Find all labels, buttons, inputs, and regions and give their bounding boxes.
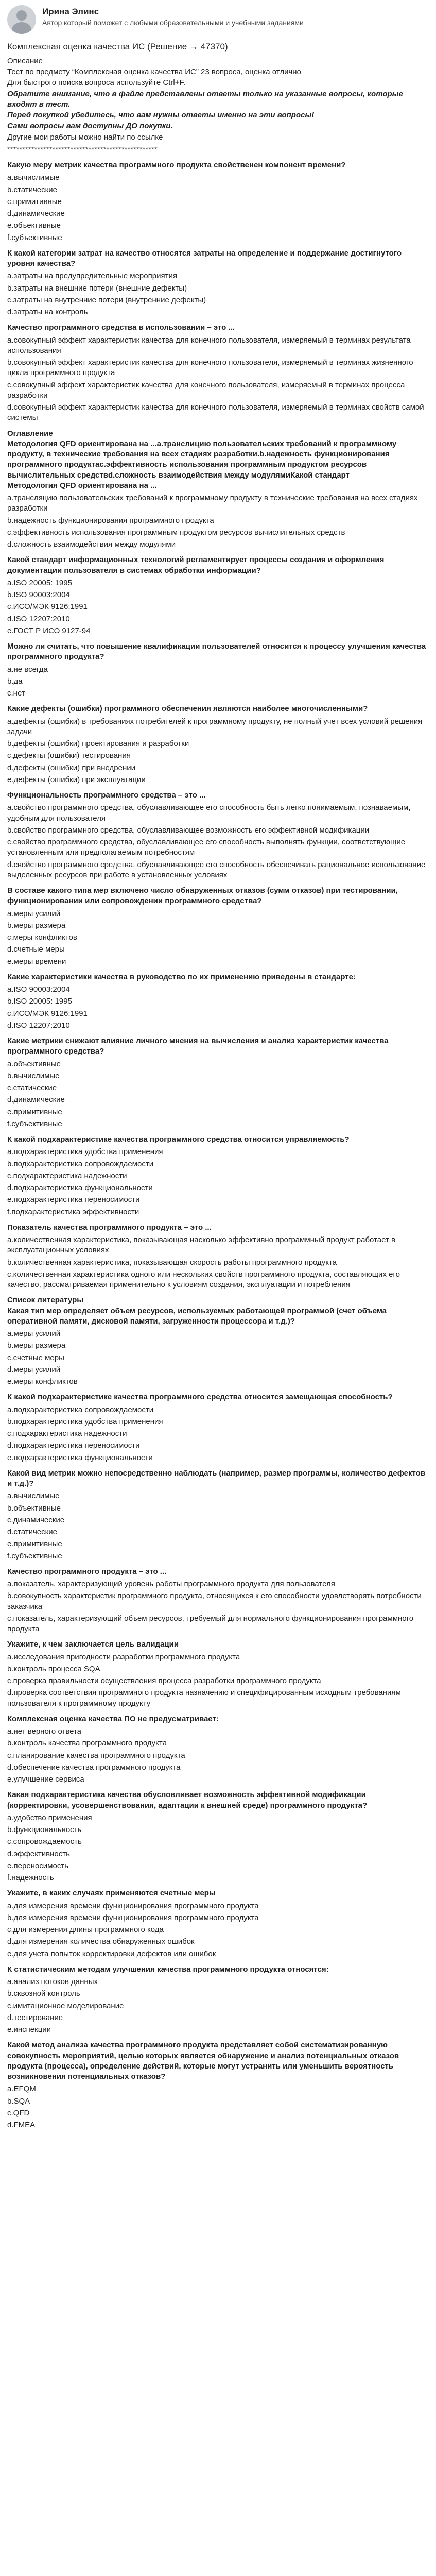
answer-option: c.для измерения длины программного кода (7, 1925, 164, 1935)
answer-option: b.подхарактеристика удобства применения (7, 1417, 163, 1426)
question-text: Какая подхарактеристика качества обусловливает возможность эффективной модификации (корректировки, усовершенствования, адаптации к внешней среде) программного продукта? (7, 1790, 368, 1810)
question-text: К какой подхарактеристике качества программного средства относится управляемость? (7, 1135, 350, 1144)
answer-option: b.ISO 20005: 1995 (7, 997, 72, 1006)
answer-option: a.удобство применения (7, 1813, 92, 1822)
answer-option: e.подхарактеристика функциональности (7, 1453, 153, 1462)
question-block (7, 1639, 429, 1709)
question-block (7, 886, 429, 967)
question-text: К какой подхарактеристике качества программного средства относится замещающая способность? (7, 1393, 393, 1402)
author-header (7, 5, 429, 38)
answer-option: a.подхарактеристика сопровождаемости (7, 1405, 154, 1414)
answer-option: b.функциональность (7, 1825, 82, 1835)
page-title: Комплексная оценка качества ИС (Решение → 47370) (7, 42, 228, 52)
question-block (7, 248, 429, 318)
question-block (7, 1790, 429, 1883)
answer-option: a.дефекты (ошибки) в требованиях потребителей к программному продукту, не полный учет всех условий решения задачи (7, 717, 423, 736)
warning-text: Обратите внимание, что в файле представлены ответы только на указанные вопросы, которые входят в тест. (7, 89, 403, 109)
question-text: Какие дефекты (ошибки) программного обеспечения являются наиболее многочисленными? (7, 704, 368, 714)
answer-option: d.счетные меры (7, 945, 65, 954)
answer-option: e.переносимость (7, 1861, 69, 1870)
answer-option: a.меры усилий (7, 1329, 61, 1338)
answer-option: a.нет верного ответа (7, 1727, 82, 1736)
question-text: Оглавление Методология QFD ориентирована на ...a.транслицию пользовательских требований к программному продукту, в технические требования на всех стадиях разработки.b.надежность функционирования программного продуктаc.эффективность использования программным продуктом ресурсов вычислительных средствd.сложность взаимодействия между модулямиКакой стандарт Методология QFD ориентирована на ... (7, 429, 397, 490)
answer-option: c.совокупный эффект характеристик качества для конечного пользователя, измеряемый в терминах процесса разработки (7, 380, 405, 400)
avatar[interactable] (7, 5, 36, 34)
answer-option: e.меры времени (7, 957, 66, 966)
question-text: Качество программного продукта – это ... (7, 1567, 167, 1576)
question-block (7, 1134, 429, 1217)
answer-option: a.исследования пригодности разработки программного продукта (7, 1652, 240, 1662)
question-block (7, 160, 429, 243)
answer-option: a.меры усилий (7, 909, 61, 918)
question-text: Можно ли считать, что повышение квалификации пользователей относится к процессу улучшения качества программного продукта? (7, 642, 426, 662)
answer-option: d.совокупный эффект характеристик качества для конечного пользователя, измеряемый в терминах свойств самой системы (7, 403, 424, 422)
answer-option: d.сложность взаимодействия между модулями (7, 540, 176, 549)
question-block (7, 790, 429, 880)
question-block (7, 1036, 429, 1129)
question-block (7, 704, 429, 785)
description-label: Описание (7, 56, 43, 65)
search-hint: Для быстрого поиска вопроса используйте Ctrl+F. (7, 78, 186, 88)
answer-option: d.подхарактеристика переносимости (7, 1441, 140, 1450)
question-text: Укажите, к чем заключается цель валидации (7, 1640, 179, 1649)
question-block (7, 972, 429, 1031)
answer-option: b.вычислимые (7, 1071, 60, 1080)
test-description: Тест по предмету “Комплексная оценка качества ИС” 23 вопроса, оценка отлично (7, 67, 301, 77)
answer-option: b.да (7, 676, 23, 686)
answer-option: d.обеспечение качества программного продукта (7, 1762, 181, 1772)
question-text: К какой категории затрат на качество относятся затраты на определение и поддержание достигнутого уровня качества? (7, 248, 402, 268)
question-block (7, 555, 429, 636)
answer-option: f.субъективные (7, 1551, 62, 1561)
question-text: Какой стандарт информационных технологий регламентирует процессы создания и оформления документации пользователя в системах обработки информации? (7, 555, 385, 575)
question-block (7, 1223, 429, 1291)
answer-option: d.дефекты (ошибки) при внедрении (7, 763, 136, 772)
answer-option: d.эффективность (7, 1849, 70, 1858)
answer-option: d.динамические (7, 209, 65, 218)
answer-option: a.EFQM (7, 2084, 36, 2094)
answer-option: c.проверка правильности осуществления процесса разработки программного продукта (7, 1676, 321, 1686)
author-name[interactable]: Ирина Элинс (42, 7, 99, 16)
answer-option: b.затраты на внешние потери (внешние дефекты) (7, 283, 187, 293)
question-text: Список литературы Какая тип мер определяет объем ресурсов, используемых работающей программой (счет объема оперативной памяти, дисковой памяти, загруженности процессора и т.д.)? (7, 1296, 387, 1326)
answer-option: d.подхарактеристика функциональности (7, 1183, 153, 1193)
question-text: Какой вид метрик можно непосредственно наблюдать (например, размер программы, количество дефектов и т.д.)? (7, 1468, 426, 1488)
question-text: Какие характеристики качества в руководство по их применению приведены в стандарте: (7, 972, 356, 981)
answer-option: c.динамические (7, 1515, 65, 1524)
answer-option: a.объективные (7, 1059, 61, 1069)
answer-option: e.инспекции (7, 2025, 51, 2035)
question-block (7, 323, 429, 423)
answer-option: b.количественная характеристика, показывающая скорость работы программного продукта (7, 1258, 337, 1267)
question-block (7, 1392, 429, 1463)
question-text: Функциональность программного средства – это ... (7, 791, 206, 800)
answer-option: c.имитационное моделирование (7, 2001, 124, 2010)
answer-option: b.контроль качества программного продукта (7, 1739, 167, 1748)
answer-option: a.вычислимые (7, 1492, 60, 1501)
question-text: Качество программного средства в использовании – это ... (7, 323, 235, 332)
answer-option: e.объективные (7, 221, 61, 230)
question-text: Какие метрики снижают влияние личного мнения на вычисления и анализ характеристик качества программного средства? (7, 1037, 389, 1056)
answer-option: c.показатель, характеризующий объем ресурсов, требуемый для нормального функционирования программного продукта (7, 1614, 414, 1634)
answer-option: a.подхарактеристика удобства применения (7, 1147, 163, 1157)
answer-option: c.ИСО/МЭК 9126:1991 (7, 1009, 88, 1018)
question-text: Укажите, в каких случаях применяются счетные меры (7, 1889, 216, 1898)
answer-option: c.примитивные (7, 197, 62, 206)
answer-option: a.свойство программного средства, обуславливающее его способность быть легко понимаемым, познаваемым, удобным для пользователя (7, 803, 411, 823)
answer-option: d.статические (7, 1528, 57, 1537)
answer-option: b.объективные (7, 1503, 61, 1513)
answer-option: b.статические (7, 185, 57, 194)
question-text: В составе какого типа мер включено число обнаруженных отказов (сумм отказов) при тестировании, функционировании или сопровождении программного средства? (7, 886, 398, 906)
question-text: Какой метод анализа качества программного продукта представляет собой систематизированную совокупность мероприятий, целью которых является обнаружение и анализ потенциальных отказов продукта (процесса), определение действий, которые могут устранить или уменьшить вероятность возникновения потенциальных отказов? (7, 2041, 399, 2081)
question-list (7, 160, 429, 2130)
answer-option: a.для измерения времени функционирования программного продукта (7, 1901, 259, 1910)
answer-option: e.для учета попыток корректировки дефектов или ошибок (7, 1949, 216, 1958)
answer-option: b.контроль процесса SQA (7, 1664, 100, 1673)
answer-option: d.ISO 12207:2010 (7, 1021, 70, 1030)
author-info (42, 5, 304, 28)
answer-option: b.меры размера (7, 1341, 66, 1350)
answer-option: a.совокупный эффект характеристик качества для конечного пользователя, измеряемый в терминах результата использования (7, 335, 411, 355)
warning-text: Перед покупкой убедитесь, что вам нужны ответы именно на эти вопросы! (7, 111, 315, 120)
question-block (7, 1468, 429, 1562)
answer-option: d.тестирование (7, 2013, 63, 2022)
answer-option: f.субъективные (7, 233, 62, 242)
answer-option: a.ISO 90003:2004 (7, 985, 70, 994)
answer-option: d.свойство программного средства, обуславливающее его способность обеспечивать рациональное использование выделенных ресурсов при работе в установленных условиях (7, 860, 426, 879)
answer-option: a.количественная характеристика, показывающая насколько эффективно программный продукт работает в эксплуатационных условиях (7, 1235, 395, 1255)
answer-option: c.затраты на внутренние потери (внутренние дефекты) (7, 295, 206, 304)
author-description: Автор который поможет с любыми образовательными и учебными заданиями (42, 18, 304, 27)
question-block (7, 2040, 429, 2130)
question-text: Показатель качества программного продукта – это ... (7, 1223, 212, 1232)
question-block (7, 1295, 429, 1387)
warning-text: Сами вопросы вам доступны ДО покупки. (7, 122, 173, 131)
answer-option: c.сопровождаемость (7, 1837, 82, 1846)
answer-option: c.меры конфликтов (7, 933, 77, 942)
answer-option: b.свойство программного средства, обуславливающее возможность его эффективной модификации (7, 825, 370, 835)
answer-option: f.надежность (7, 1873, 54, 1883)
answer-option: b.дефекты (ошибки) проектирования и разработки (7, 739, 189, 749)
answer-option: d.затраты на контроль (7, 308, 88, 317)
answer-option: a.ISO 20005: 1995 (7, 578, 72, 587)
answer-option: b.меры размера (7, 921, 66, 930)
answer-option: e.улучшение сервиса (7, 1775, 84, 1784)
answer-option: c.ИСО/МЭК 9126:1991 (7, 602, 88, 612)
answer-option: c.QFD (7, 2108, 30, 2117)
answer-option: e.дефекты (ошибки) при эксплуатации (7, 775, 146, 784)
answer-option: d.ISO 12207:2010 (7, 614, 70, 623)
answer-option: e.подхарактеристика переносимости (7, 1195, 140, 1205)
question-text: К статистическим методам улучшения качества программного продукта относятся: (7, 1964, 329, 1974)
answer-option: a.вычислимые (7, 173, 60, 182)
answer-option: d.динамические (7, 1095, 65, 1105)
answer-option: e.меры конфликтов (7, 1377, 78, 1386)
answer-option: d.меры усилий (7, 1365, 61, 1374)
answer-option: c.счетные меры (7, 1353, 64, 1362)
question-block (7, 641, 429, 699)
answer-option: f.подхарактеристика эффективности (7, 1207, 139, 1216)
answer-option: c.планирование качества программного продукта (7, 1751, 185, 1760)
answer-option: b.ISO 90003:2004 (7, 590, 70, 600)
answer-option: b.подхарактеристика сопровождаемости (7, 1159, 154, 1168)
question-block (7, 1888, 429, 1959)
answer-option: a.затраты на предупредительные мероприятия (7, 272, 177, 281)
question-block (7, 1964, 429, 2036)
answer-option: b.совокупный эффект характеристик качества для конечного пользователя, измеряемый в терминах жизненного цикла программного продукта (7, 358, 413, 378)
answer-option: a.не всегда (7, 665, 48, 674)
answer-option: c.подхарактеристика надежности (7, 1429, 127, 1438)
answer-option: d.проверка соответствия программного продукта назначению и специфицированным исходным требованиям пользователя к программному продукту (7, 1688, 401, 1708)
answer-option: b.совокупность характеристик программного продукта, относящихся к его способности удовлетворять потребности заказчика (7, 1591, 422, 1611)
answer-option: d.FMEA (7, 2121, 36, 2130)
answer-option: c.свойство программного средства, обуславливающее его способность выполнять функции, соответствующие установленным или предполагаемым потребностям (7, 838, 406, 857)
answer-option: d.для измерения количества обнаруженных ошибок (7, 1937, 195, 1946)
answer-option: c.подхарактеристика надежности (7, 1171, 127, 1180)
answer-option: b.для измерения времени функционирования программного продукта (7, 1913, 259, 1922)
answer-option: f.субъективные (7, 1119, 62, 1128)
answer-option: e.ГОСТ Р ИСО 9127-94 (7, 626, 91, 635)
question-block (7, 1714, 429, 1785)
answer-option: a.анализ потоков данных (7, 1977, 98, 1987)
answer-option: a.показатель, характеризующий уровень работы программного продукта для пользователя (7, 1580, 335, 1589)
answer-option: c.эффективность использования программным продуктом ресурсов вычислительных средств (7, 528, 345, 537)
answer-option: b.надежность функционирования программного продукта (7, 516, 214, 525)
answer-option: c.количественная характеристика одного или нескольких свойств программного продукта, составляющих его качество, рассматриваемая применительно к условиям создания, эксплуатации и потребления (7, 1269, 400, 1290)
answer-option: e.примитивные (7, 1107, 62, 1116)
answer-option: b.SQA (7, 2096, 30, 2106)
answer-option: e.примитивные (7, 1539, 62, 1549)
answer-option: b.сквозной контроль (7, 1989, 80, 1998)
divider: ************************************************** (7, 145, 158, 154)
question-block (7, 429, 429, 550)
question-block (7, 1567, 429, 1635)
answer-option: c.статические (7, 1083, 57, 1093)
question-text: Какую меру метрик качества программного продукта свойственен компонент времени? (7, 161, 346, 170)
answer-option: c.дефекты (ошибки) тестирования (7, 751, 131, 760)
answer-option: c.нет (7, 689, 25, 698)
other-works-link[interactable]: Другие мои работы можно найти по ссылке (7, 132, 163, 142)
answer-option: a.трансляцию пользовательских требований к программному продукту в технические требования на всех стадиях разработки (7, 494, 418, 513)
question-text: Комплексная оценка качества ПО не предусматривает: (7, 1714, 219, 1723)
